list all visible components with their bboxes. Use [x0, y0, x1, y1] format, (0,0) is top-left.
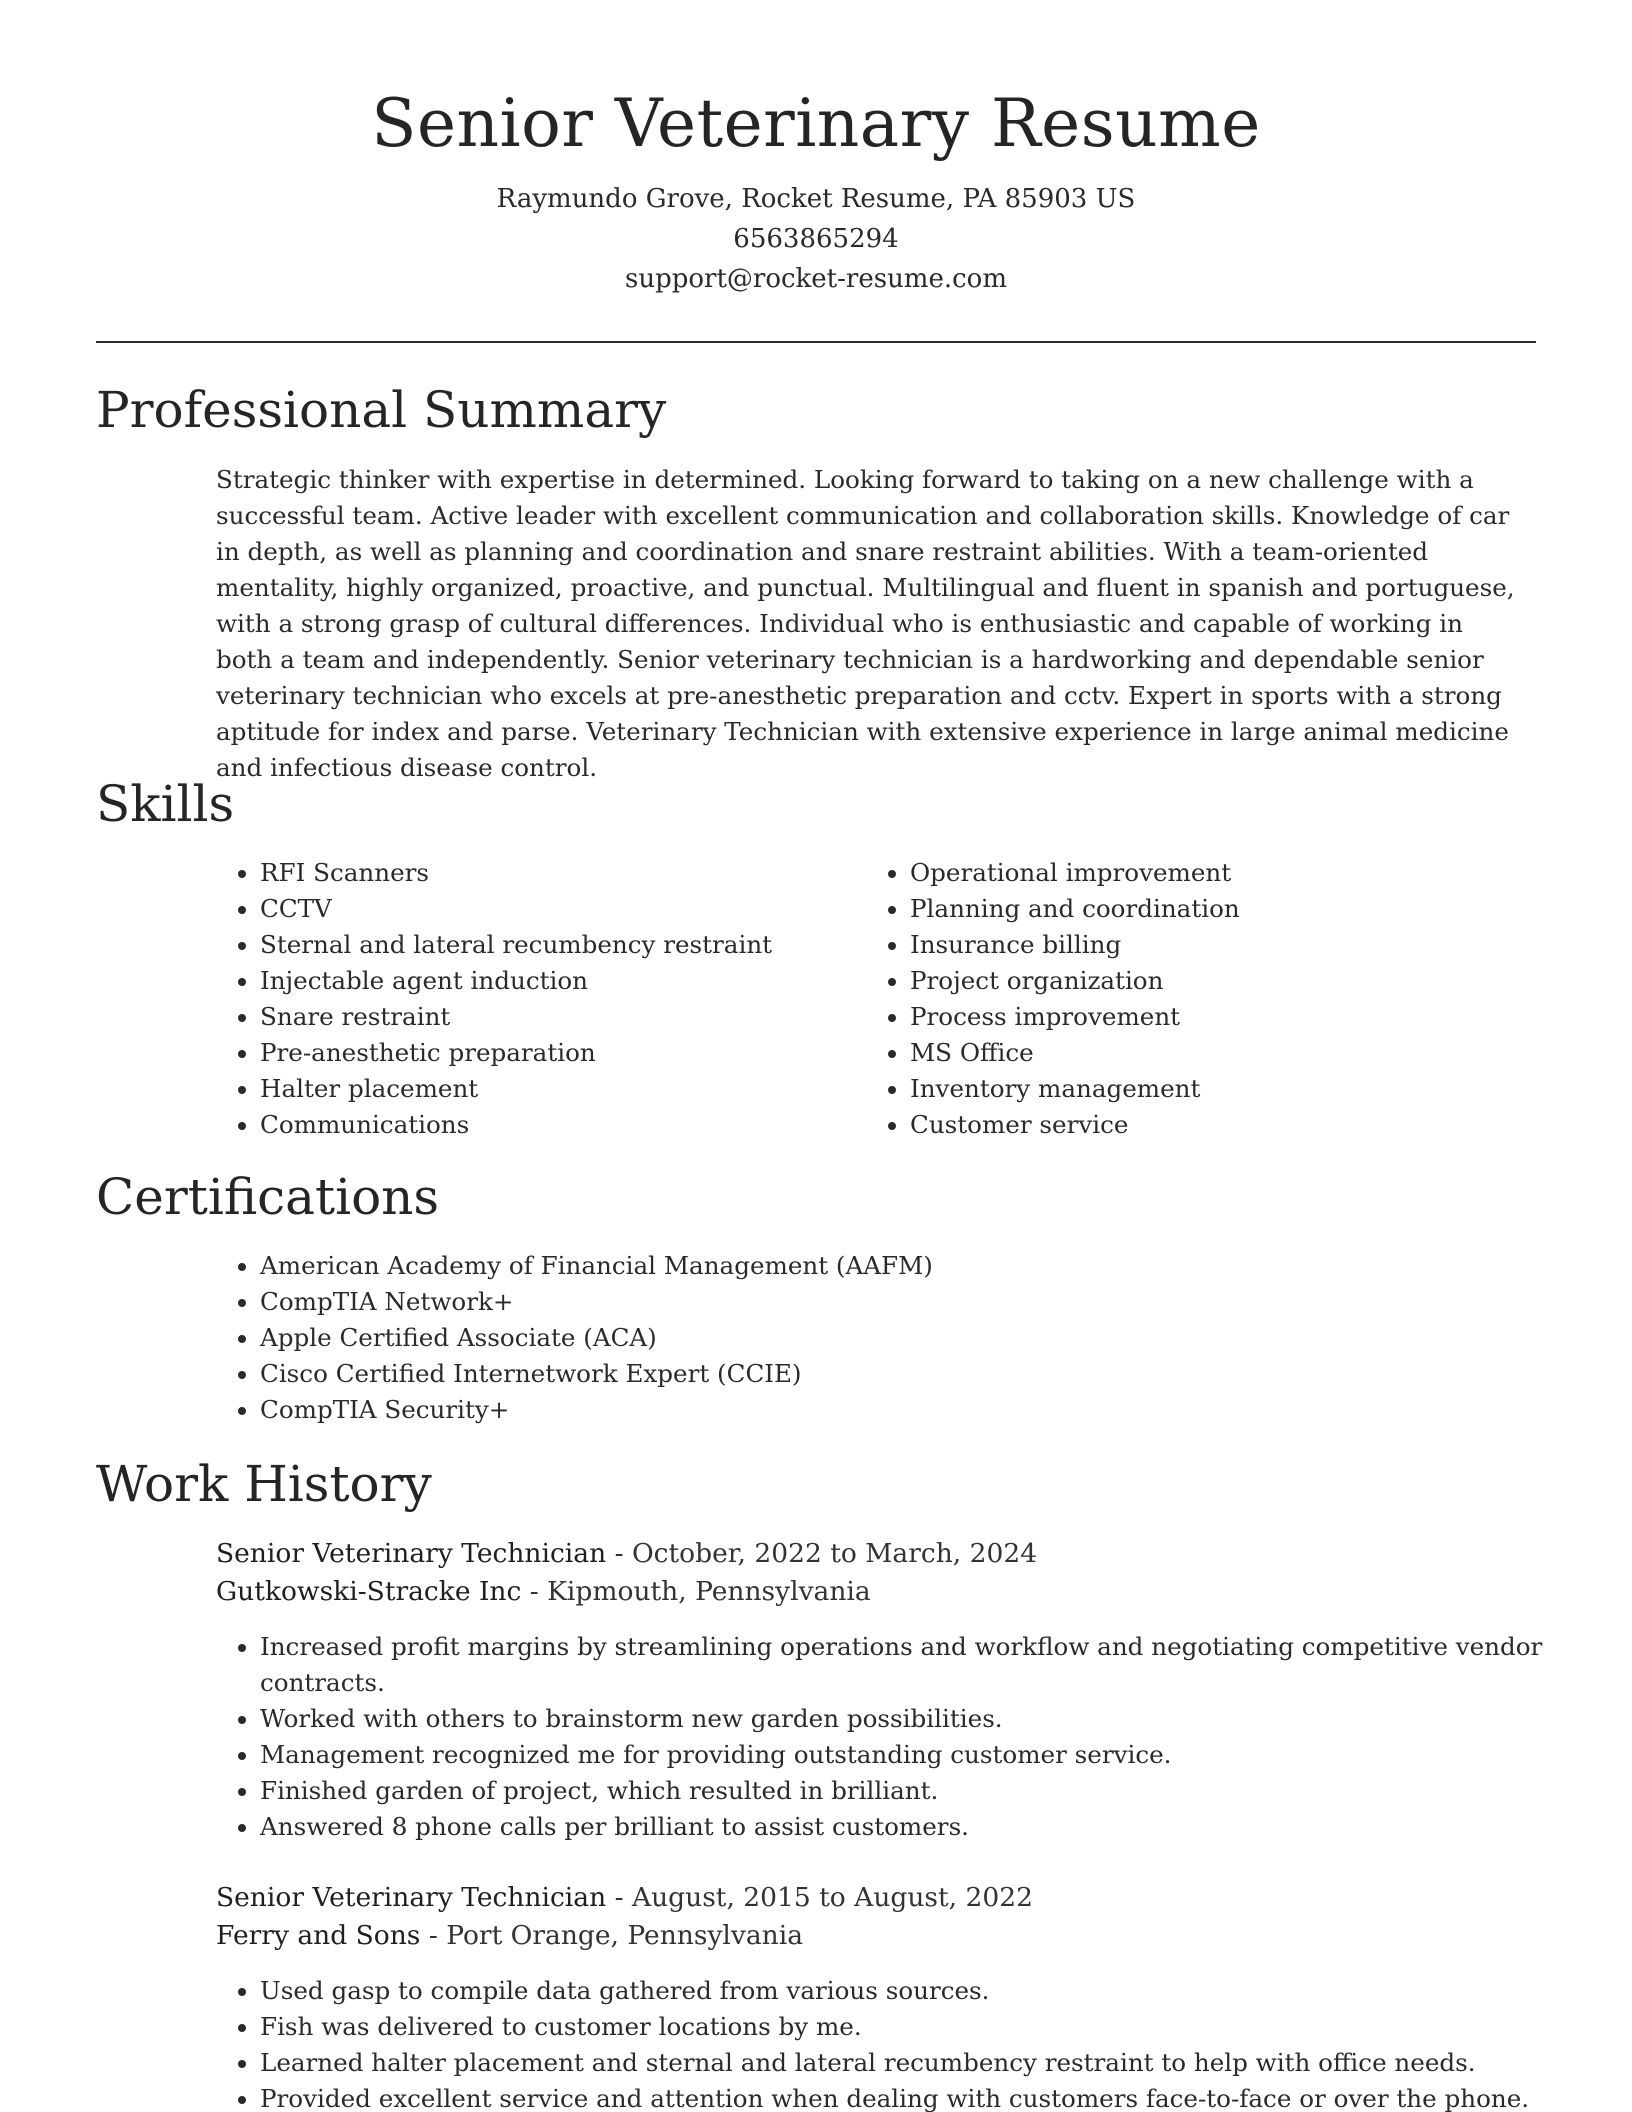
job-bullet: • Learned halter placement and sternal and lateral recumbency restraint to help with office needs.: [260, 2045, 1560, 2081]
job-bullet: • Provided excellent service and attention when dealing with customers face-to-face or over the phone.: [260, 2081, 1560, 2112]
skill-item: • Operational improvement: [910, 855, 1530, 891]
job-bullet: • Used gasp to compile data gathered from various sources.: [260, 1973, 1560, 2009]
skill-item: • Planning and coordination: [910, 891, 1530, 927]
certifications-list: [216, 1248, 1560, 1428]
contact-email: support@rocket-resume.com: [624, 264, 1007, 295]
job-dates: - August, 2015 to August, 2022: [606, 1882, 1033, 1913]
job-company: Gutkowski-Stracke Inc: [216, 1576, 522, 1607]
skills-list-right: [866, 855, 1530, 1143]
job-bullets: [216, 1629, 1560, 1845]
job-bullet: • Increased profit margins by streamlining operations and workflow and negotiating competitive vendor contracts.: [260, 1629, 1560, 1701]
resume-header: [0, 0, 1632, 299]
skill-item: • Sternal and lateral recumbency restraint: [260, 927, 860, 963]
header-divider: [96, 341, 1536, 343]
contact-phone: 6563865294: [733, 224, 899, 255]
job-title-line: [216, 1535, 1037, 1573]
contact-address: Raymundo Grove, Rocket Resume, PA 85903 US: [496, 184, 1136, 215]
work-history-heading: Work History: [96, 1455, 432, 1513]
skill-item: • Inventory management: [910, 1071, 1530, 1107]
skills-list-left: [216, 855, 860, 1143]
certification-item: • CompTIA Network+: [260, 1284, 1560, 1320]
skill-item: • MS Office: [910, 1035, 1530, 1071]
contact-block: [0, 179, 1632, 299]
job-title: Senior Veterinary Technician: [216, 1882, 607, 1913]
skills-heading: Skills: [96, 775, 235, 833]
skill-item: • RFI Scanners: [260, 855, 860, 891]
page-title: Senior Veterinary Resume: [371, 85, 1261, 162]
job-bullet: • Answered 8 phone calls per brilliant to assist customers.: [260, 1809, 1560, 1845]
job-company-line: [216, 1573, 871, 1611]
skill-item: • Insurance billing: [910, 927, 1530, 963]
certification-item: • Apple Certified Associate (ACA): [260, 1320, 1560, 1356]
summary-heading: Professional Summary: [96, 381, 667, 439]
skill-item: • Communications: [260, 1107, 860, 1143]
skill-item: • Injectable agent induction: [260, 963, 860, 999]
job-bullet: • Fish was delivered to customer locations by me.: [260, 2009, 1560, 2045]
job-dates: - October, 2022 to March, 2024: [606, 1538, 1038, 1569]
certification-item: • Cisco Certified Internetwork Expert (CCIE): [260, 1356, 1560, 1392]
summary-text: Strategic thinker with expertise in determined. Looking forward to taking on a new challenge with a successful team. Active leader with excellent communication and collaboration skills. Knowledge of car in depth, as well as planning and coordination and snare restraint abilities. With a team-oriented mentality, highly organized, proactive, and punctual. Multilingual and fluent in spanish and portuguese, with a strong grasp of cultural differences. Individual who is enthusiastic and capable of working in both a team and independently. Senior veterinary technician is a hardworking and dependable senior veterinary technician who excels at pre-anesthetic preparation and cctv. Expert in sports with a strong aptitude for index and parse. Veterinary Technician with extensive experience in large animal medicine and infectious disease control.: [216, 465, 1515, 782]
certifications-heading: Certifications: [96, 1168, 440, 1226]
skill-item: • Project organization: [910, 963, 1530, 999]
job-location: - Port Orange, Pennsylvania: [420, 1920, 804, 1951]
job-location: - Kipmouth, Pennsylvania: [521, 1576, 871, 1607]
skill-item: • Snare restraint: [260, 999, 860, 1035]
job-bullets: [216, 1973, 1560, 2112]
skill-item: • CCTV: [260, 891, 860, 927]
job-bullet: • Management recognized me for providing outstanding customer service.: [260, 1737, 1560, 1773]
job-company: Ferry and Sons: [216, 1920, 421, 1951]
certification-item: • CompTIA Security+: [260, 1392, 1560, 1428]
skill-item: • Customer service: [910, 1107, 1530, 1143]
job-bullet: • Finished garden of project, which resulted in brilliant.: [260, 1773, 1560, 1809]
job-bullet: • Worked with others to brainstorm new garden possibilities.: [260, 1701, 1560, 1737]
job-company-line: [216, 1917, 803, 1955]
skill-item: • Process improvement: [910, 999, 1530, 1035]
skill-item: • Pre-anesthetic preparation: [260, 1035, 860, 1071]
certification-item: • American Academy of Financial Management (AAFM): [260, 1248, 1560, 1284]
job-title-line: [216, 1879, 1033, 1917]
job-title: Senior Veterinary Technician: [216, 1538, 607, 1569]
skill-item: • Halter placement: [260, 1071, 860, 1107]
